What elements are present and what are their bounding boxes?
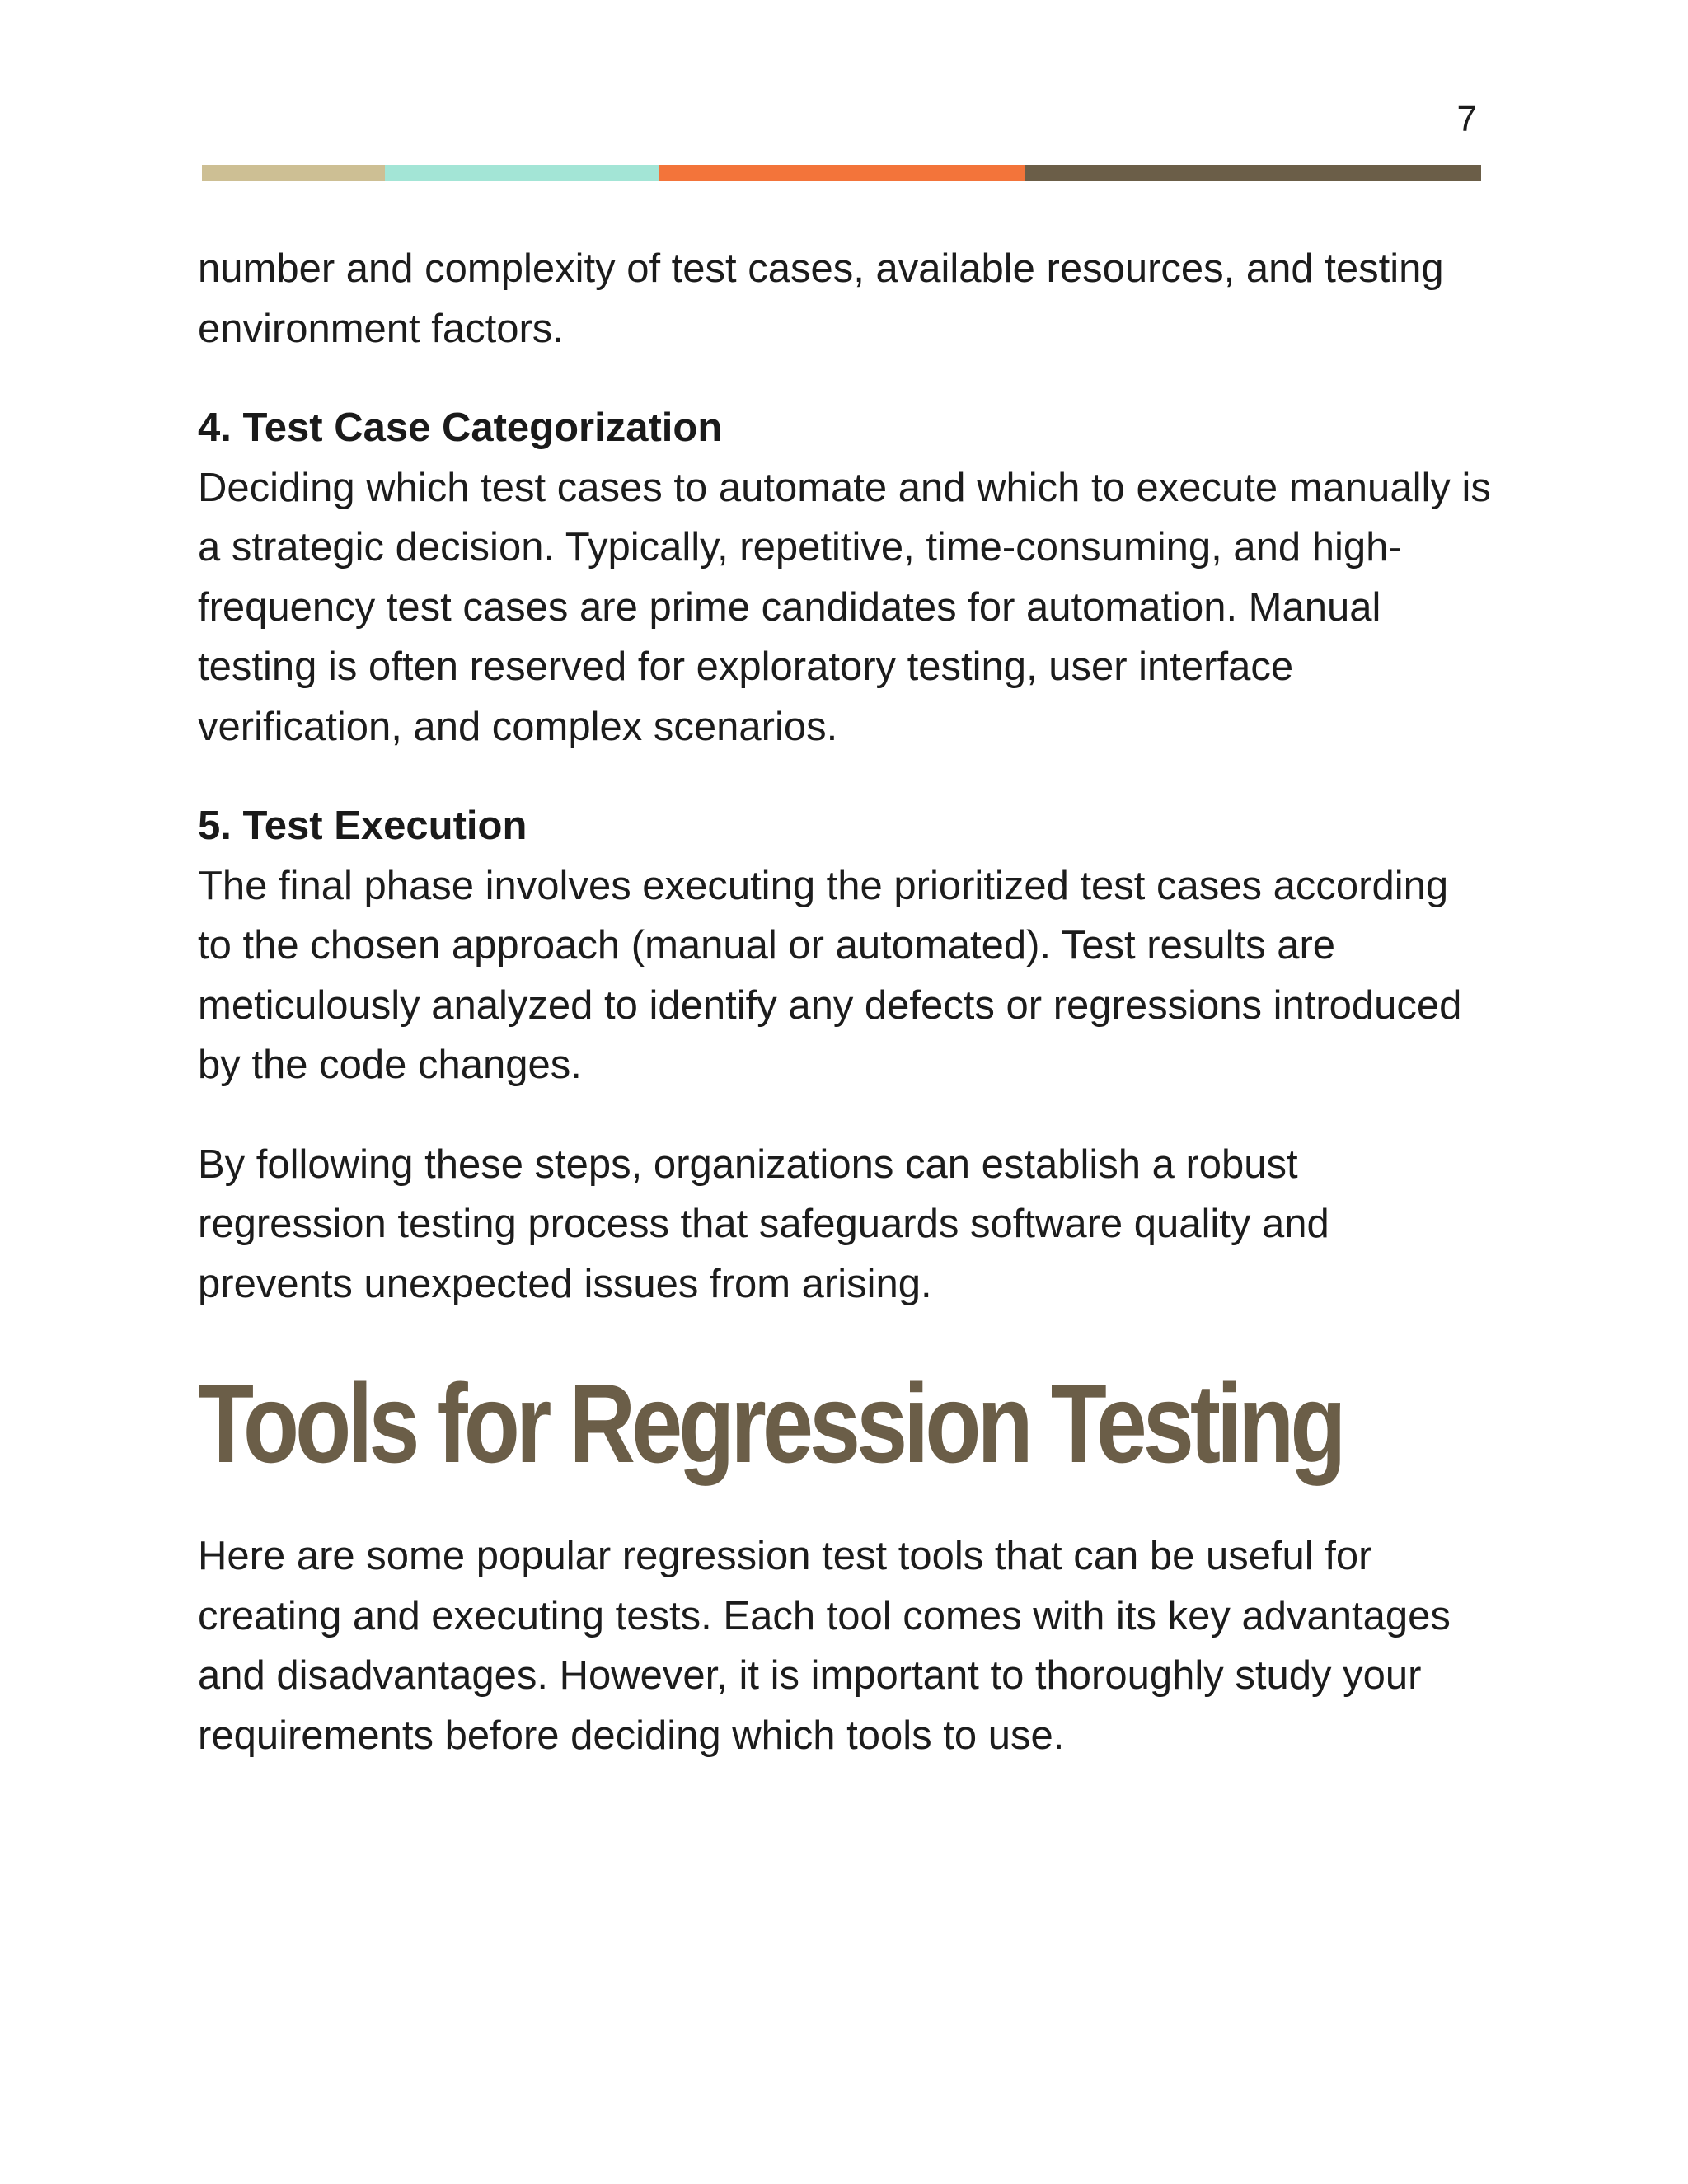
intro-paragraph: number and complexity of test cases, available resources, and testing environment factors. [198,246,1444,351]
section-heading: Tools for Regression Testing [198,1361,1343,1486]
closing-paragraph: By following these steps, organizations can establish a robust regression testing process that safeguards software quality and prevents unexpected issues from arising. [198,1141,1329,1306]
section-test-case-categorization [198,398,1492,757]
section-title: 5. Test Execution [198,804,528,848]
section-body: The final phase involves executing the prioritized test cases according to the chosen approach (manual or automated). Test results are meticulously analyzed to identify any defects or regressions introduced by the code changes. [198,863,1462,1087]
header-color-bar [202,165,1481,181]
color-bar-segment-tan [202,165,385,181]
section-test-execution [198,796,1492,1095]
color-bar-segment-brown [1025,165,1481,181]
tools-intro-paragraph: Here are some popular regression test tools that can be useful for creating and executing tests. Each tool comes with its key advantages and disadvantages. However, it is important to thoroughly study your requirements before deciding which tools to use. [198,1534,1451,1758]
color-bar-segment-mint [385,165,659,181]
section-body: Deciding which test cases to automate and which to execute manually is a strategic decision. Typically, repetitive, time-consuming, and high-frequency test cases are prime candidates for automation. Manual testing is often reserved for exploratory testing, user interface verification, and complex scenarios. [198,465,1491,749]
section-title: 4. Test Case Categorization [198,405,723,450]
page-number: 7 [1456,99,1477,139]
color-bar-segment-orange [659,165,1025,181]
document-body [198,239,1492,1805]
